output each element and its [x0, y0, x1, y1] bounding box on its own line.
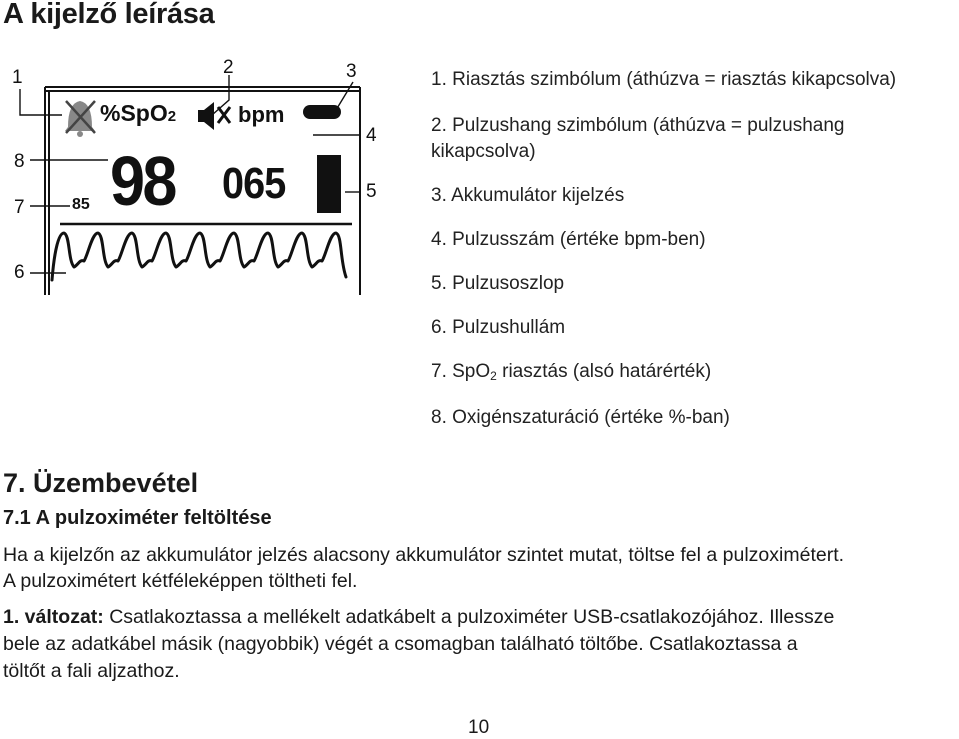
- page-title: A kijelző leírása: [3, 0, 215, 30]
- callout-4: 4: [366, 125, 377, 146]
- subsection-heading: 7.1 A pulzoximéter feltöltése: [3, 507, 272, 529]
- leader-1: [20, 89, 62, 115]
- paragraph-2-line-2: bele az adatkábel másik (nagyobbik) végét a csomagban található töltőbe. Csatlakoztassa a: [3, 633, 798, 655]
- lcd-pulse-value: 065: [222, 159, 286, 208]
- alarm-bell-crossed-icon: [65, 101, 95, 137]
- lcd-spo2-label-sub: 2: [167, 108, 177, 125]
- callout-6: 6: [14, 262, 25, 283]
- callout-8: 8: [14, 151, 25, 172]
- callout-2: 2: [223, 57, 234, 78]
- lcd-spo2-label-text: %SpO: [100, 100, 168, 126]
- paragraph-2-line-1-text: Csatlakoztassa a mellékelt adatkábelt a pulzoximéter USB-csatlakozójához. Illessze: [103, 606, 835, 628]
- legend-item-3: 3. Akkumulátor kijelzés: [431, 185, 625, 206]
- legend-item-7-post: riasztás (alsó határérték): [496, 361, 712, 382]
- page-number: 10: [468, 717, 490, 738]
- legend-item-7-pre: 7. SpO: [431, 361, 491, 382]
- paragraph-1-line-1: Ha a kijelzőn az akkumulátor jelzés alacsony akkumulátor szintet mutat, töltse fel a pulzoximétert.: [3, 544, 845, 566]
- legend-item-2-cont: kikapcsolva): [431, 141, 536, 162]
- battery-icon: [303, 105, 341, 119]
- lcd-frame-left: [45, 87, 49, 295]
- callout-1: 1: [12, 67, 23, 88]
- display-diagram: [0, 55, 400, 295]
- lcd-frame-top: [45, 87, 360, 91]
- legend-item-7-sub: 2: [490, 369, 497, 383]
- pulse-waveform: [52, 233, 346, 280]
- display-diagram-lines: [0, 55, 400, 295]
- callout-3: 3: [346, 61, 357, 82]
- callout-5: 5: [366, 181, 377, 202]
- legend-item-7: [431, 360, 711, 388]
- lcd-bpm-label: bpm: [238, 102, 285, 127]
- paragraph-1-line-2: A pulzoximétert kétféleképpen töltheti fel.: [3, 570, 358, 592]
- lcd-spo2-label: [100, 100, 176, 127]
- lcd-spo2-value: 98: [110, 142, 175, 220]
- section-heading: 7. Üzembevétel: [3, 468, 199, 498]
- legend-item-5: 5. Pulzusoszlop: [431, 273, 565, 294]
- pulse-bar: [317, 155, 341, 213]
- lcd-alarm-limit: 85: [72, 196, 90, 213]
- legend-item-2: 2. Pulzushang szimbólum (áthúzva = pulzushang: [431, 115, 845, 136]
- legend-item-8: 8. Oxigénszaturáció (értéke %-ban): [431, 407, 730, 428]
- legend-item-1: 1. Riasztás szimbólum (áthúzva = riasztás kikapcsolva): [431, 69, 897, 90]
- variant-label: 1. változat:: [3, 606, 104, 628]
- legend-item-6: 6. Pulzushullám: [431, 317, 566, 338]
- paragraph-2-line-3: töltőt a fali aljzathoz.: [3, 660, 180, 682]
- paragraph-2-line-1: [3, 604, 834, 630]
- legend-item-4: 4. Pulzusszám (értéke bpm-ben): [431, 229, 706, 250]
- callout-7: 7: [14, 197, 25, 218]
- speaker-muted-icon: [198, 102, 230, 130]
